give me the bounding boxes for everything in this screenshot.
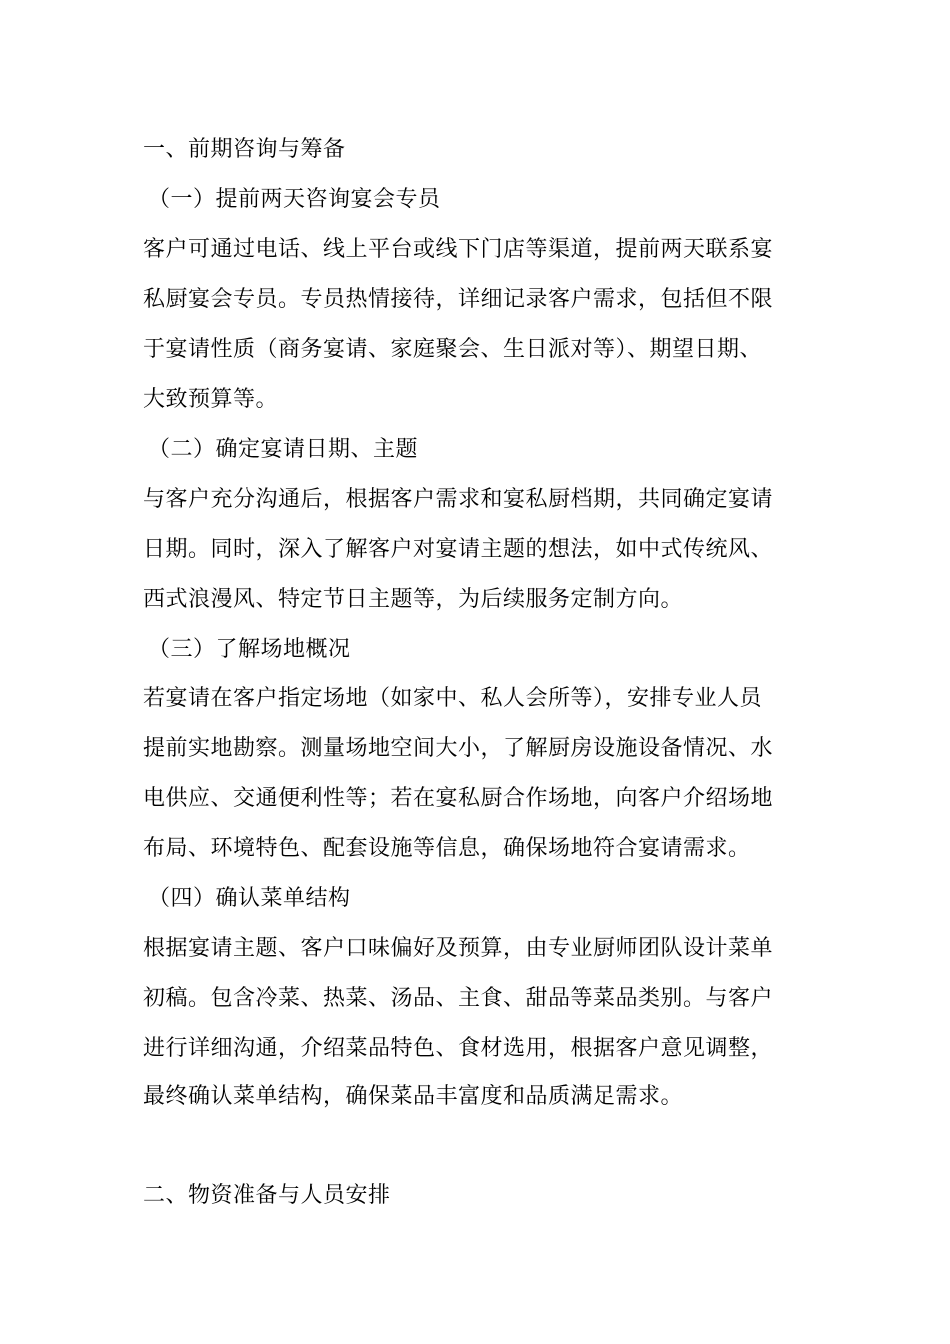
paragraph-line: 若宴请在客户指定场地（如家中、私人会所等），安排专业人员: [143, 686, 763, 711]
subsection-4-heading: （四）确认菜单结构: [148, 886, 351, 911]
paragraph-line: 于宴请性质（商务宴请、家庭聚会、生日派对等）、期望日期、: [143, 337, 763, 362]
paragraph-line: 私厨宴会专员。专员热情接待，详细记录客户需求，包括但不限: [143, 287, 774, 312]
paragraph-line: 提前实地勘察。测量场地空间大小，了解厨房设施设备情况、水: [143, 736, 774, 761]
section-1-title: 一、前期咨询与筹备: [143, 137, 346, 162]
paragraph-line: 进行详细沟通，介绍菜品特色、食材选用，根据客户意见调整，: [143, 1036, 774, 1061]
subsection-2-heading: （二）确定宴请日期、主题: [148, 437, 419, 462]
paragraph-line: 布局、环境特色、配套设施等信息，确保场地符合宴请需求。: [143, 836, 751, 861]
paragraph-line: 初稿。包含冷菜、热菜、汤品、主食、甜品等菜品类别。与客户: [143, 986, 774, 1011]
subsection-1-heading: （一）提前两天咨询宴会专员: [148, 187, 441, 212]
paragraph-line: 日期。同时，深入了解客户对宴请主题的想法，如中式传统风、: [143, 537, 774, 562]
paragraph-line: 根据宴请主题、客户口味偏好及预算，由专业厨师团队设计菜单: [143, 936, 774, 961]
paragraph-line: 客户可通过电话、线上平台或线下门店等渠道，提前两天联系宴: [143, 237, 774, 262]
subsection-3-heading: （三）了解场地概况: [148, 637, 351, 662]
paragraph-line: 电供应、交通便利性等；若在宴私厨合作场地，向客户介绍场地: [143, 786, 774, 811]
paragraph-line: 大致预算等。: [143, 387, 279, 412]
paragraph-line: 与客户充分沟通后，根据客户需求和宴私厨档期，共同确定宴请: [143, 487, 774, 512]
section-2-title: 二、物资准备与人员安排: [143, 1183, 391, 1208]
paragraph-line: 西式浪漫风、特定节日主题等，为后续服务定制方向。: [143, 587, 684, 612]
paragraph-line: 最终确认菜单结构，确保菜品丰富度和品质满足需求。: [143, 1084, 684, 1109]
